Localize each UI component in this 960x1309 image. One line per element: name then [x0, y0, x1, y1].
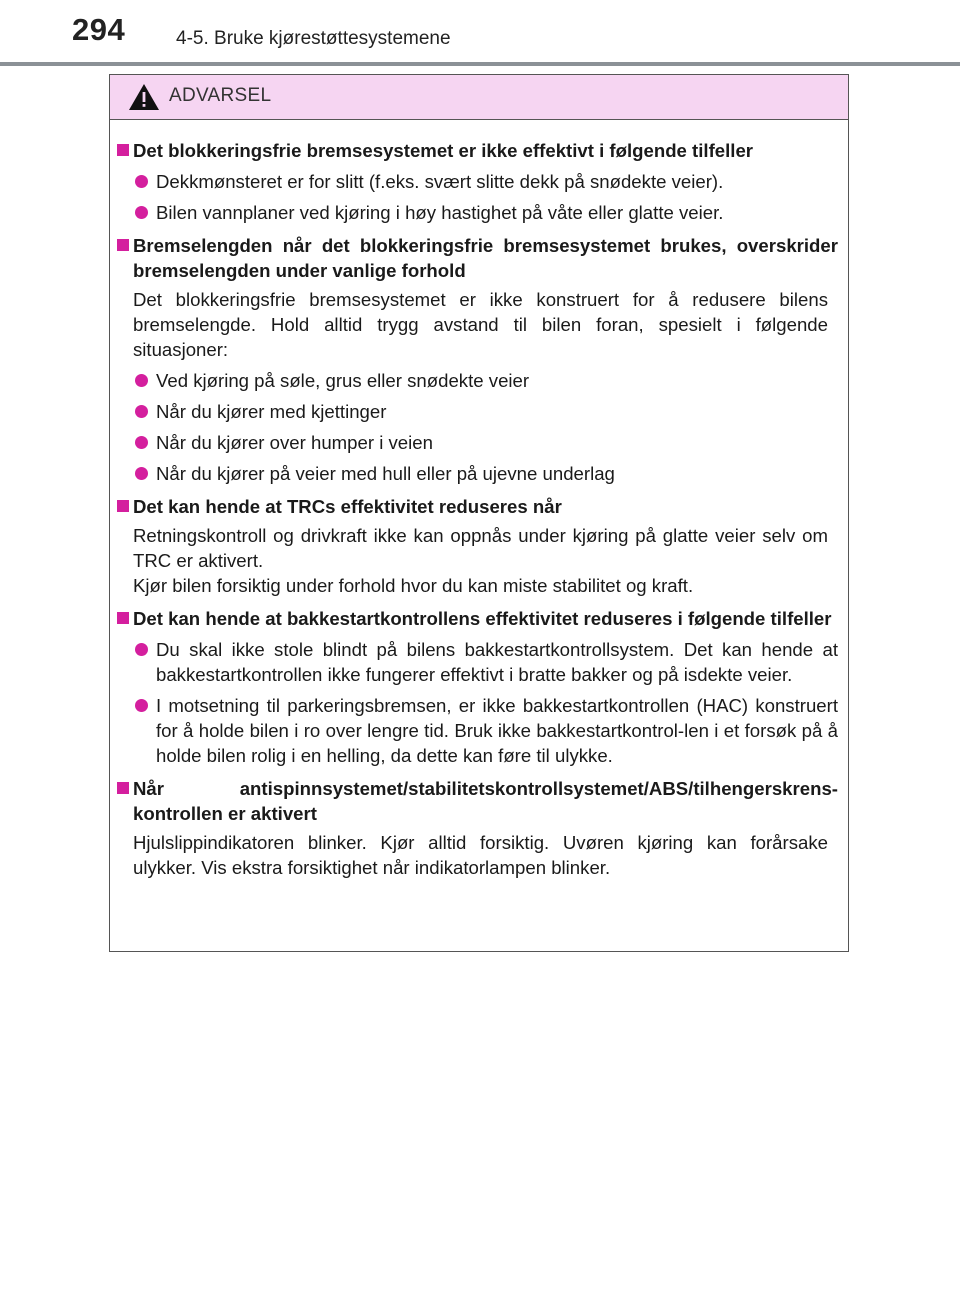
item-heading: [110, 233, 840, 283]
list-item: [110, 637, 840, 687]
item-heading-text: Det kan hende at bakkestartkontrollens effektivitet reduseres i følgende tilfeller: [133, 608, 832, 629]
list-item: [110, 461, 840, 486]
paragraph: Retningskontroll og drivkraft ikke kan oppnås under kjøring på glatte veier selv om TRC er aktivert.: [133, 525, 828, 571]
list-item: [110, 200, 840, 225]
round-bullet-icon: [135, 175, 148, 188]
round-bullet-icon: [135, 436, 148, 449]
page-number: 294: [72, 12, 126, 47]
list-item-text: Ved kjøring på søle, grus eller snødekte veier: [156, 370, 530, 391]
round-bullet-icon: [135, 405, 148, 418]
round-bullet-icon: [135, 206, 148, 219]
round-bullet-icon: [135, 699, 148, 712]
list-item-text: Når du kjører over humper i veien: [156, 432, 433, 453]
square-bullet-icon: [117, 500, 129, 512]
paragraph: Det blokkeringsfrie bremsesystemet er ikke konstruert for å redusere bilens bremselengde. Hold alltid trygg avstand til bilen foran, spesielt i følgende situasjoner:: [133, 289, 828, 360]
header-divider: [0, 62, 960, 66]
item-heading-text: Bremselengden når det blokkeringsfrie bremsesystemet brukes, overskrider bremselengden under vanlige forhold: [133, 235, 838, 281]
list-item: [110, 430, 840, 455]
round-bullet-icon: [135, 467, 148, 480]
warning-body: [110, 120, 848, 880]
list-item: [110, 693, 840, 768]
list-item: [110, 368, 840, 393]
page-header: [0, 0, 960, 70]
item-heading: [110, 494, 840, 519]
list-item-text: Du skal ikke stole blindt på bilens bakkestartkontrollsystem. Det kan hende at bakkestartkontrollen ikke fungerer effektivt i bratte bakker og på isdekte veier.: [156, 639, 838, 685]
warning-triangle-icon: [128, 83, 160, 111]
item-heading-text: Når antispinnsystemet/stabilitetskontrollsystemet/ABS/tilhengerskrens-kontrollen er aktivert: [133, 778, 838, 824]
item-heading-text: Det kan hende at TRCs effektivitet reduseres når: [133, 496, 562, 517]
square-bullet-icon: [117, 782, 129, 794]
paragraph: Kjør bilen forsiktig under forhold hvor du kan miste stabilitet og kraft.: [133, 575, 694, 596]
paragraph: Hjulslippindikatoren blinker. Kjør alltid forsiktig. Uvøren kjøring kan forårsake ulykker. Vis ekstra forsiktighet når indikatorlampen blinker.: [133, 832, 828, 878]
square-bullet-icon: [117, 144, 129, 156]
round-bullet-icon: [135, 643, 148, 656]
square-bullet-icon: [117, 239, 129, 251]
round-bullet-icon: [135, 374, 148, 387]
list-item: [110, 399, 840, 424]
section-title: 4-5. Bruke kjørestøttesystemene: [176, 28, 451, 49]
warning-header: [110, 75, 848, 120]
square-bullet-icon: [117, 612, 129, 624]
item-heading: [110, 606, 840, 631]
list-item-text: I motsetning til parkeringsbremsen, er ikke bakkestartkontrollen (HAC) konstruert for å holde bilen i ro over lengre tid. Bruk ikke bakkestartkontrol-len i et forsøk på å holde bilen rolig i en helling, da dette kan føre til ulykke.: [156, 695, 838, 766]
list-item: [110, 169, 840, 194]
item-heading: [110, 776, 840, 826]
item-heading-text: Det blokkeringsfrie bremsesystemet er ikke effektivt i følgende tilfeller: [133, 140, 754, 161]
warning-label: ADVARSEL: [169, 85, 272, 106]
item-heading: [110, 138, 840, 163]
list-item-text: Dekkmønsteret er for slitt (f.eks. svært slitte dekk på snødekte veier).: [156, 171, 724, 192]
list-item-text: Bilen vannplaner ved kjøring i høy hastighet på våte eller glatte veier.: [156, 202, 724, 223]
list-item-text: Når du kjører på veier med hull eller på ujevne underlag: [156, 463, 615, 484]
warning-box: [109, 74, 849, 952]
list-item-text: Når du kjører med kjettinger: [156, 401, 387, 422]
